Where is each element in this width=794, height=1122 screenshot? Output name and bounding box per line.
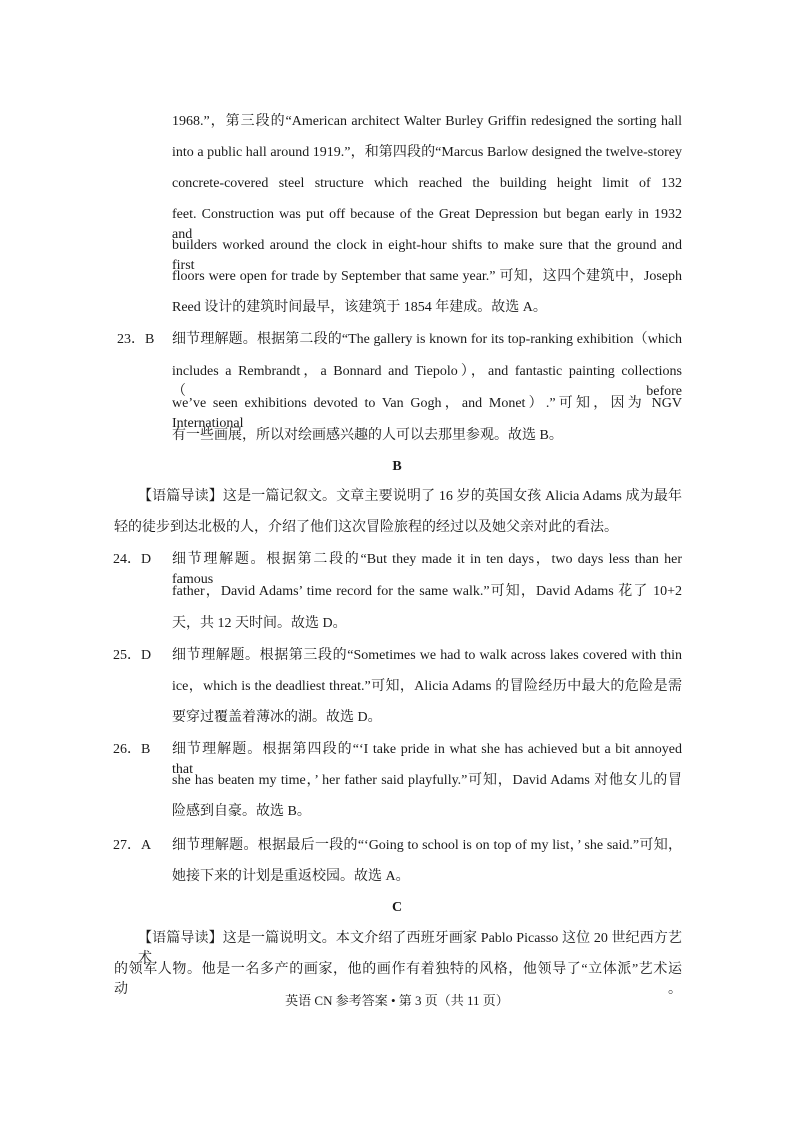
- text-line: 的领军人物。他是一名多产的画家，他的画作有着独特的风格，他领导了“立体派”艺术运动。: [114, 962, 682, 997]
- text-line: 【语篇导读】这是一篇记叙文。文章主要说明了 16 岁的英国女孩 Alicia Adams 成为最年: [138, 489, 682, 504]
- question-number: 26．B: [113, 742, 151, 757]
- text-line: 细节理解题。根据第二段的“But they made it in ten days，two days less than her famous: [172, 552, 682, 587]
- text-line: 细节理解题。根据第四段的“‘I take pride in what she has achieved but a bit annoyed that: [172, 742, 682, 777]
- text-line: she has beaten my time，’ her father said playfully.”可知，David Adams 对他女儿的冒: [172, 773, 682, 788]
- text-line: concrete-covered steel structure which reached the building height limit of 132: [172, 176, 682, 191]
- text-line: 险感到自豪。故选 B。: [172, 804, 311, 819]
- page-footer: 英语 CN 参考答案 • 第 3 页（共 11 页）: [285, 993, 509, 1008]
- text-line: 1968.”，第三段的“American architect Walter Burley Griffin redesigned the sorting hall: [172, 114, 682, 129]
- text-line: into a public hall around 1919.”，和第四段的“Marcus Barlow designed the twelve-storey: [172, 145, 682, 160]
- text-line: 【语篇导读】这是一篇说明文。本文介绍了西班牙画家 Pablo Picasso 这位 20 世纪西方艺术: [138, 931, 682, 966]
- text-line: 细节理解题。根据第三段的“Sometimes we had to walk across lakes covered with thin: [172, 648, 682, 663]
- text-line: ice，which is the deadliest threat.”可知，Alicia Adams 的冒险经历中最大的危险是需: [172, 679, 682, 694]
- section-heading-c: C: [391, 900, 403, 915]
- section-heading-b: B: [392, 459, 402, 474]
- text-line: 细节理解题。根据第二段的“The gallery is known for its top-ranking exhibition（which: [172, 332, 682, 347]
- text-line: father，David Adams’ time record for the same walk.”可知，David Adams 花了 10+2: [172, 584, 682, 599]
- text-line: 她接下来的计划是重返校园。故选 A。: [172, 869, 410, 884]
- text-line: floors were open for trade by September that same year.” 可知，这四个建筑中，Joseph: [172, 269, 682, 284]
- text-line: 有一些画展，所以对绘画感兴趣的人可以去那里参观。故选 B。: [172, 428, 563, 443]
- question-number: 25．D: [113, 648, 152, 663]
- question-number: 23．B: [117, 332, 155, 347]
- text-line: Reed 设计的建筑时间最早，该建筑于 1854 年建成。故选 A。: [172, 300, 547, 315]
- question-number: 24．D: [113, 552, 152, 567]
- text-line: feet. Construction was put off because of the Great Depression but began early in 1932 and: [172, 207, 682, 242]
- text-line: 天，共 12 天时间。故选 D。: [172, 616, 347, 631]
- text-line: builders worked around the clock in eight-hour shifts to make sure that the ground and first: [172, 238, 682, 273]
- text-line: includes a Rembrandt，a Bonnard and Tiepolo），and fantastic painting collections（before: [172, 364, 682, 399]
- text-line: 轻的徒步到达北极的人，介绍了他们这次冒险旅程的经过以及她父亲对此的看法。: [114, 520, 618, 535]
- text-line: 细节理解题。根据最后一段的“‘Going to school is on top of my list，’ she said.”可知，: [172, 838, 682, 853]
- text-line: we’ve seen exhibitions devoted to Van Gogh，and Monet）.”可知，因为 NGV International: [172, 396, 682, 431]
- text-line: 要穿过覆盖着薄冰的湖。故选 D。: [172, 710, 382, 725]
- question-number: 27．A: [113, 838, 152, 853]
